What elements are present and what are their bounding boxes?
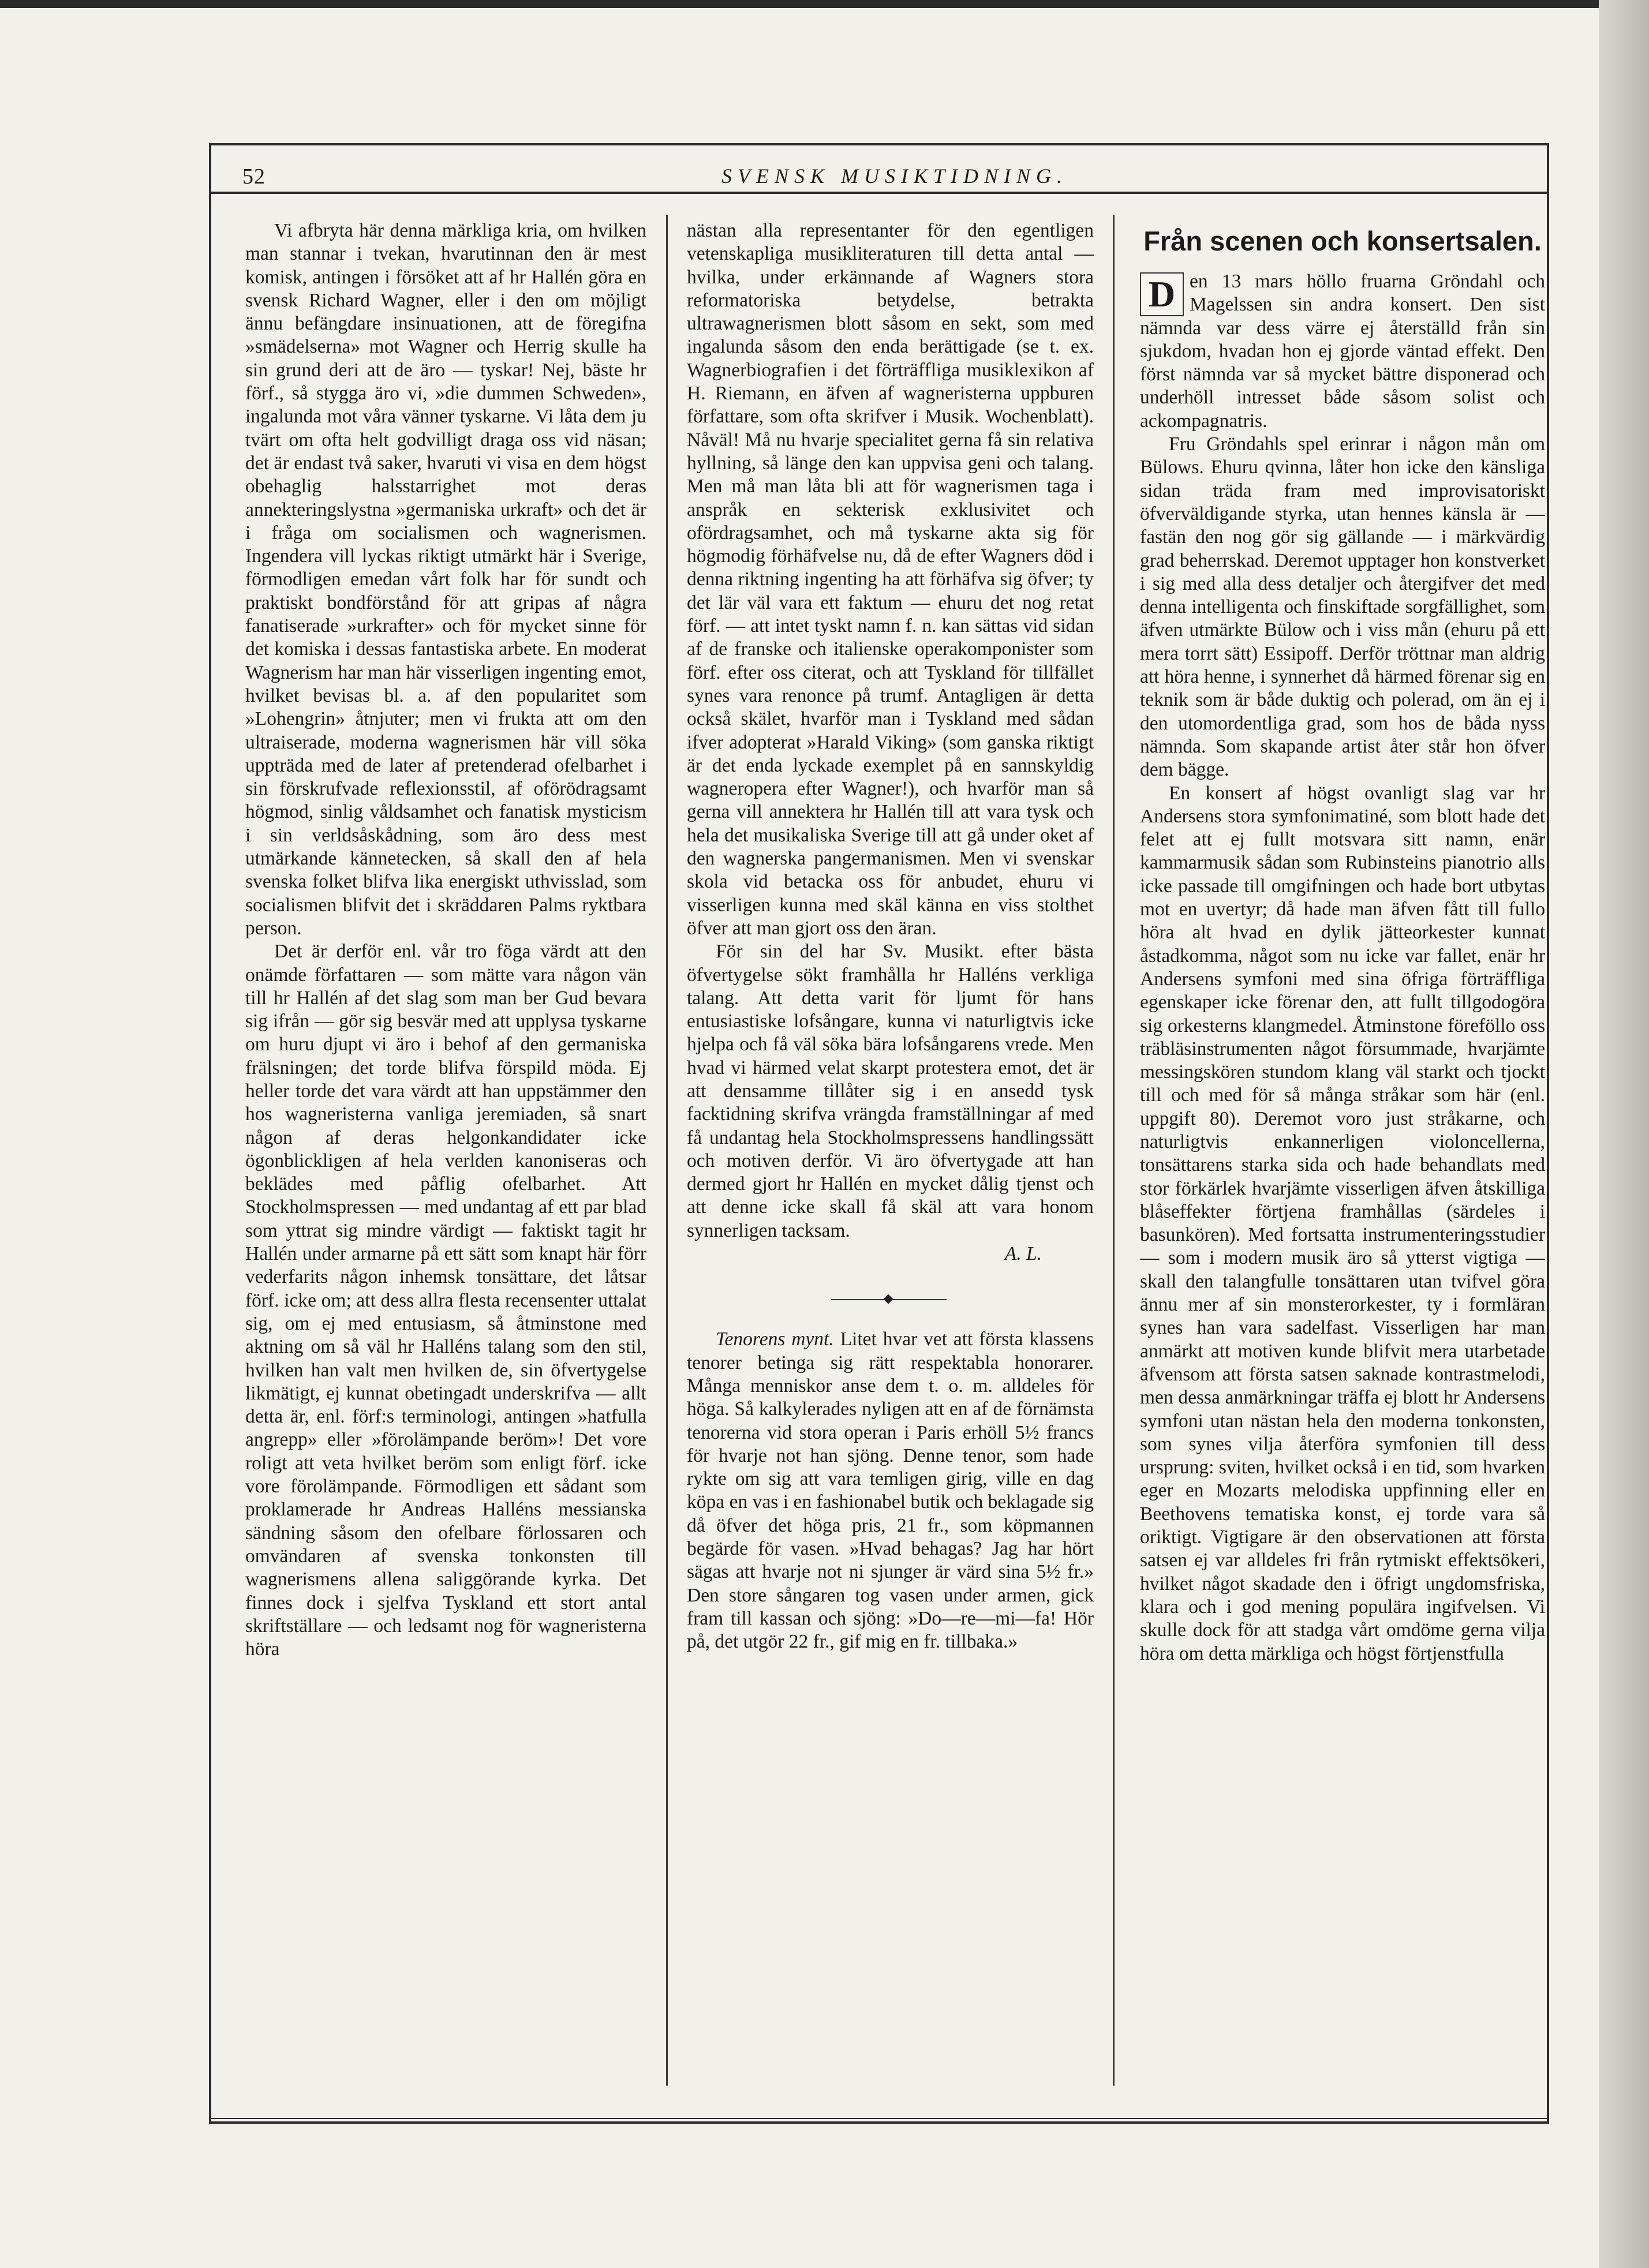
bottom-rule	[209, 2118, 1549, 2119]
signature-line	[687, 1242, 1094, 1266]
text-column-1	[245, 219, 646, 2089]
lead-text: en 13 mars höllo fruarna Gröndahl och Magelssen sin andra konsert. Den sist nämnda var dess värre ej återställd från sin sjukdom, hvadan hon ej gjorde väntad effekt. Den först nämnda var så mycket bättre disponerad och underhöll intresset både såsom solist och ackompagnatris.	[1140, 271, 1545, 432]
author-signature: A. L.	[1004, 1243, 1042, 1265]
section-divider	[687, 1283, 1094, 1318]
anecdote-title: Tenorens mynt.	[716, 1328, 834, 1350]
anecdote-paragraph	[687, 1328, 1094, 1653]
text-column-3	[1140, 219, 1545, 2089]
paragraph: nästan alla representanter för den egentligen vetenskapliga musikliteraturen till detta antal — hvilka, under erkännande af Wagners stora reformatoriska betydelse, betrakta ultrawagnerismen blott såsom en sekt, som med ingalunda såsom den enda berättigade (se t. ex. Wagnerbiografien i det förträffliga musiklexikon af H. Riemann, en äfven af wagneristerna uppburen författare, som ofta skrifver i Musik. Wochenblatt). Nåväl! Må nu hvarje specialitet gerna få sin relativa hyllning, så länge den kan uppvisa geni och talang. Men må man låta bli att för wagnerismen taga i anspråk en sekterisk exklusivitet och ofördragsamhet, och må tyskarne akta sig för högmodig förhäfvelse nu, då de efter Wagners död i denna riktning ingenting ha att förhäfva sig öfver; ty det lär väl vara ett faktum — ehuru det nog retat förf. — att intet tyskt namn f. n. kan sättas vid sidan af de franske och italienske operakomponister som förf. efter oss citerat, och att Tyskland för tillfället synes vara renonce på trumf. Antagligen är detta också skälet, hvarför man i Tyskland med sådan ifver adopterat »Harald Viking» (som ganska riktigt är det enda lyckade exemplet på en sannskyldig wagneropera efter Wagner!), och hvarför man så gerna vill annektera hr Hallén till att vara tysk och hela det musikaliska Sverige till att gå under oket af den wagnerska pangermanismen. Men vi svenskar skola vid betacka oss för anbudet, ehuru vi visserligen kunna med skäl känna en viss stolthet öfver att man gjort oss den äran.	[687, 220, 1094, 939]
paragraph: Fru Gröndahls spel erinrar i någon mån om Bülows. Ehuru qvinna, låter hon icke den känsliga sidan träda fram med improvisatoriskt öfverväldigande styrka, utan hennes känsla är — fastän den nog gör sig gällande — i märkvärdig grad beherrskad. Deremot upptager hon konstverket i sig med alla dess detaljer och återgifver det med denna intelligenta och finskiftade sorgfällighet, som äfven utmärkte Bülow och i viss mån (ehuru på ett mera torrt sätt) Essipoff. Derför tröttnar man aldrig att höra henne, i synnerhet då härmed förenar sig en teknik som är både duktig och polerad, om än ej i den utomordentliga grad, som hos de båda nyss nämnda. Som skapande artist åter står hon öfver dem bägge.	[1140, 433, 1545, 781]
journal-title: SVENSK MUSIKTIDNING.	[721, 164, 1068, 188]
page-number: 52	[242, 164, 266, 189]
page-top-edge	[0, 0, 1649, 8]
header-rule	[209, 192, 1549, 194]
text-column-2	[687, 219, 1094, 2089]
anecdote-text: Litet hvar vet att första klassens tenorer betinga sig rätt respektabla honorarer. Många menniskor anse dem t. o. m. alldeles för höga. Så kalkylerades nyligen att en af de förnämsta tenorerna vid stora operan i Paris erhöll 5½ francs för hvarje not han sjöng. Denne tenor, som hade rykte om sig att vara temligen girig, ville en dag köpa en vas i en fashionabel butik och beklagade sig då öfver det höga pris, 21 fr., som köpmannen begärde för vasen. »Hvad behagas? Jag har hört sägas att hvarje not ni sjunger är värd sina 5½ fr.» Den store sångaren tog vasen under armen, gick fram till kassan och sjöng: »Do—re—mi—fa! Hör på, det utgör 22 fr., gif mig en fr. tillbaka.»	[687, 1328, 1094, 1653]
paragraph: Det är derför enl. vår tro föga värdt att den onämde författaren — som mätte vara någon vän till hr Hallén af det slag som man ber Gud bevara sig ifrån — gör sig besvär med att upplysa tyskarne om huru djupt vi äro i behof af den germaniska frälsningen; det torde blifva förspild möda. Ej heller torde det vara värdt att han uppstämmer den hos wagneristerna vanliga jeremiaden, så snart någon af deras helgonkandidater icke ögonblickligen af hela verlden kanoniseras och beklädes med påflig ofelbarhet. Att Stockholmspressen — med undantag af ett par blad som yttrat sig mindre värdigt — faktiskt tagit hr Hallén under armarne på ett sätt som knapt här förr vederfarits någon inhemsk tonsättare, det låtsar förf. icke om; att dess allra flesta recensenter uttalat sig, om ej med entusiasm, så åtminstone med aktning om så väl hr Halléns talang som den stil, hvilken han valt men hvilken de, sin öfvertygelse likmätigt, ej kunnat obetingadt underskrifva — allt detta är, enl. förf:s terminologi, antingen »hatfulla angrepp» eller »förolämpande beröm»! Det vore roligt att veta hvilket beröm som enligt förf. icke vore förolämpande. Förmodligen ett sådant som proklamerade hr Andreas Halléns messianska sändning såsom den ofelbare förlossaren och omvändaren af svenska tonkonsten till wagnerismens allena saliggörande kyrka. Det finnes dock i sjelfva Tyskland ett stort antal skriftställare — och ledsamt nog för wagneristerna höra	[245, 941, 646, 1660]
page-right-edge	[1599, 0, 1649, 2268]
section-heading: Från scenen och konsertsalen.	[1143, 226, 1542, 256]
paragraph: En konsert af högst ovanligt slag var hr Andersens stora symfonimatiné, som blott hade det felet att ej fullt motsvara sitt namn, enär kammarmusik sådan som Rubinsteins pianotrio alls icke passade till omgifningen och hade bort utbytas mot en uvertyr; då hade man äfven fått till fullo höra alt hvad en dylik jätteorkester kunnat åstadkomma, något som nu icke var fallet, enär hr Andersens symfoni med sina öfriga förträffliga egenskaper icke förenar den, att fullt tillgodogöra sig orkesterns klangmedel. Åtminstone föreföllo oss träbläsinstrumenten något försummade, hvarjämte messingskören stundom klang väl starkt och tjockt till och med för så många stråkar som här (enl. uppgift 80). Deremot voro just stråkarne, och naturligtvis enkannerligen violoncellerna, tonsättarens starka sida och hade behandlats med stor förkärlek hvarjämte visserligen äfven åtskilliga blåseffekter förtjena framhållas (särdeles i basunkören). Med fortsatta instrumenteringsstudier — som i modern musik äro så ytterst vigtiga — skall den talangfulle tonsättaren utan tvifvel göra ännu mer af sin monsterorkester, ty i formläran synes han vara sadelfast. Visserligen har man anmärkt att motiven kunde blifvit mera utarbetade äfvensom att första satsen saknade kontrastmelodi, men dessa anmärkningar träffa ej blott hr Andersens symfoni utan nästan hela den moderna tonkonsten, som synes vilja återföra symfonien till dess ursprung: sviten, hvilket också i en tid, som hvarken eger en Mozarts melodiska uppfinning eller en Beethovens tematiska konst, ej torde vara så oriktigt. Vigtigare är den observationen att första satsen ej var alldeles fri från rytmiskt effektsökeri, hvilket något skadade den i öfrigt ungdomsfriska, klara och i god mening populära ingifvelsen. Vi skulle dock för att stadga vårt omdöme gerna vilja höra om detta märkliga och högst förtjenstfulla	[1140, 782, 1545, 1664]
column-divider-1	[666, 215, 668, 2086]
column-divider-2	[1113, 215, 1115, 2086]
paragraph: För sin del har Sv. Musikt. efter bästa öfvertygelse sökt framhålla hr Halléns verkliga talang. Att detta varit för ljumt för hans entusiastiske lofsångare, kunna vi naturligtvis icke hjelpa och få väl söka bära lofsångarens vrede. Men hvad vi härmed velat skarpt protestera emot, det är att densamme tillåter sig i en ansedd tysk facktidning skrifva vrängda framställningar af med få undantag hela Stockholmspressens handlingssätt och motiven derför. Vi äro öfvertygade att han dermed gjort hr Hallén en mycket dålig tjenst och att denne icke skall få skäl att vara honom synnerligen tacksam.	[687, 941, 1094, 1241]
drop-cap: D	[1140, 272, 1184, 316]
paragraph: Vi afbryta här denna märkliga kria, om hvilken man stannar i tvekan, hvarutinnan den är mest komisk, antingen i försöket att af hr Hallén göra en svensk Richard Wagner, eller i den om möjligt ännu befängdare insinuationen, att de föregifna »smädelserna» mot Wagner och Herrig skulle ha sin grund deri att de äro — tyskar! Nej, bäste hr förf., så stygga äro vi, »die dummen Schweden», ingalunda mot våra vänner tyskarne. Vi låta dem ju tvärt om ofta helt godvilligt draga oss vid näsan; det är endast två saker, hvaruti vi visa en dem högst obehaglig halsstarrighet mot deras annekteringslystna »germaniska urkraft» och det är i fråga om socialismen och wagnerismen. Ingendera vill lyckas riktigt utmärkt här i Sverige, förmodligen emedan vårt folk har för sundt och praktiskt bondförstånd för att gripas af några fanatiserade »urkrafter» och för mycket sinne för det komiska i dessas fantastiska arbete. En moderat Wagnerism har man här visserligen ingenting emot, hvilket bevisas bl. a. af den popularitet som »Lohengrin» åtnjuter; men vi frukta att om den ultraiserade, moderna wagnerismen här vill söka uppträda med de later af pretenderad ofelbarhet i sin förskrufvade reflexionsstil, af oförödragsamt högmod, sinlig våldsamhet och fanatisk mysticism i sin verldsåskådning, som äro dess mest utmärkande kännetecken, så skall den af hela svenska folket blifva lika energiskt uthvisslad, som socialismen blifvit det i skräddaren Palms ryktbara person.	[245, 220, 646, 939]
lead-paragraph	[1140, 270, 1545, 433]
divider-ornament-icon	[884, 1294, 893, 1304]
